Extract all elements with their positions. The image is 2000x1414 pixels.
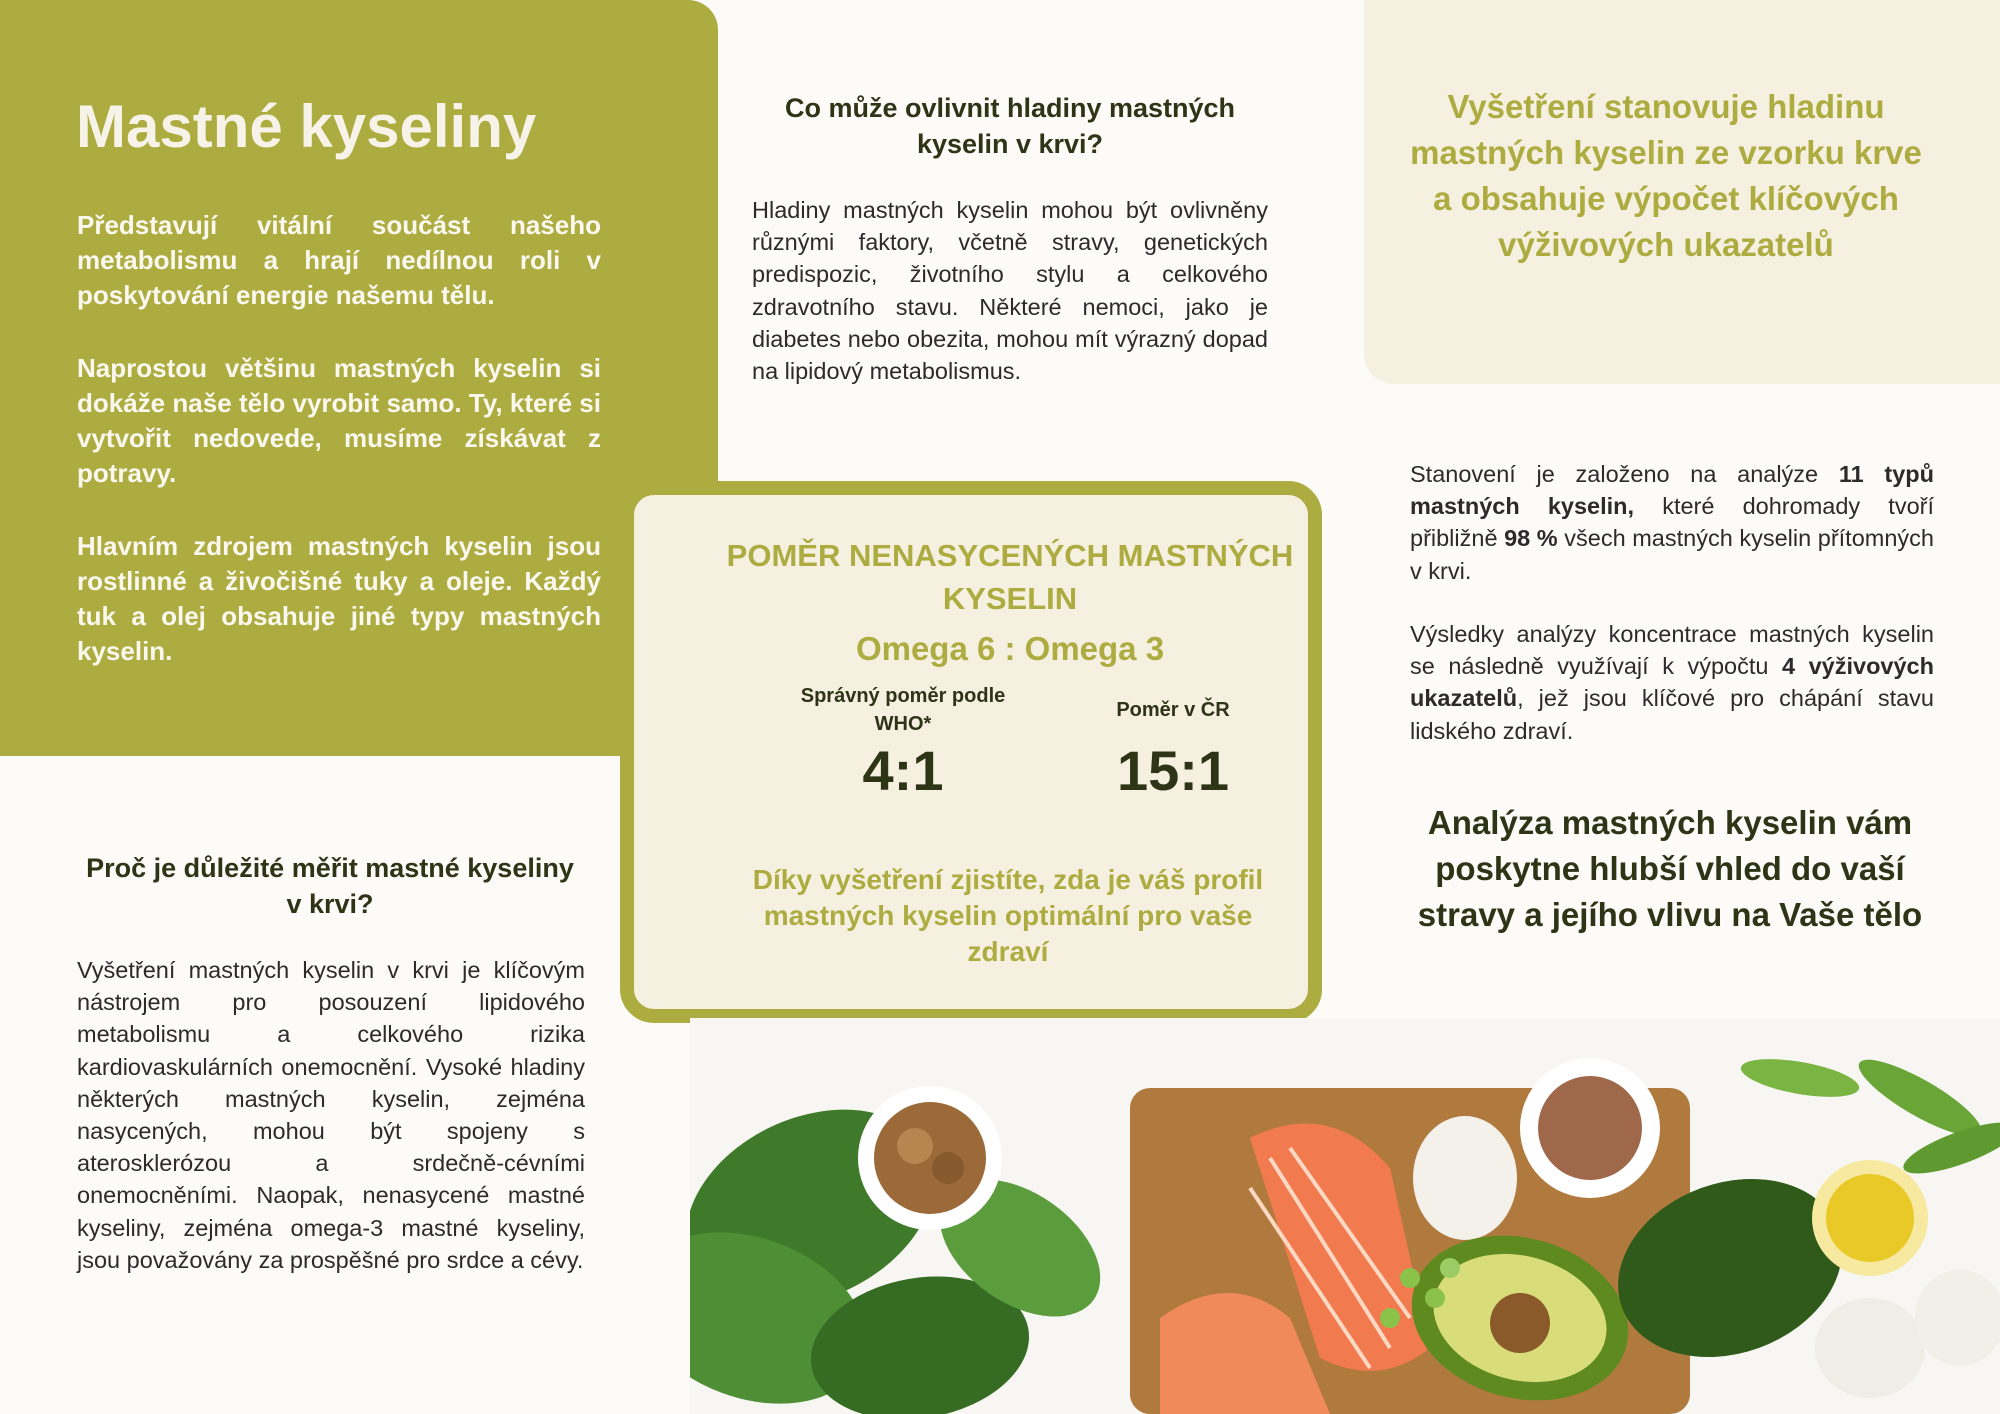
ratio-title: POMĚR NENASYCENÝCH MASTNÝCH KYSELIN xyxy=(726,538,1294,616)
text-run: Výsledky analýzy koncentrace mastných kyselin se následně využívají k výpočtu xyxy=(1410,621,1934,680)
cr-ratio-value: 15:1 xyxy=(1116,739,1230,802)
highlight-fatty-acid-types: 11 typů mastných kyselin, xyxy=(1410,461,1934,520)
ratio-cta: Díky vyšetření zjistíte, zda je váš profil mastných kyselin optimální pro vaše zdraví xyxy=(752,864,1264,967)
analysis-callout: Analýza mastných kyselin vám poskytne hlubší vhled do vaší stravy a jejího vlivu na Vaše tělo xyxy=(1417,804,1923,933)
text-run: všech mastných kyselin přítomných v krvi. xyxy=(1410,525,1934,584)
ratio-subtitle: Omega 6 : Omega 3 xyxy=(855,630,1165,667)
text-run: Stanovení je založeno na analýze xyxy=(1410,461,1839,487)
importance-heading: Proč je důležité měřit mastné kyseliny v krvi? xyxy=(86,853,574,919)
page-title: Mastné kyseliny xyxy=(76,93,537,160)
highlight-percentage: 98 % xyxy=(1504,525,1558,552)
summary-text: Vyšetření stanovuje hladinu mastných kyselin ze vzorku krve a obsahuje výpočet klíčových výživových ukazatelů xyxy=(1410,88,1922,263)
influence-heading: Co může ovlivnit hladiny mastných kyselin v krvi? xyxy=(784,93,1236,159)
importance-body: Vyšetření mastných kyselin v krvi je klíčovým nástrojem pro posouzení lipidového metabolismu a celkového rizika kardiovaskulárních onemocnění. Vysoké hladiny některých mastných kyselin, zejména nasycených, mohou být spojeny s aterosklerózou a srdečně-cévními onemocněními. Naopak, nenasycené mastné kyseliny, zejména omega-3 mastné kyseliny, jsou považovány za prospěšné pro srdce a cévy. xyxy=(77,957,585,1273)
intro-paragraph-1: Představují vitální součást našeho metabolismu a hrají nedílnou roli v poskytování energie našemu tělu. xyxy=(77,210,601,310)
determination-paragraph-1 xyxy=(1410,458,1934,587)
who-ratio-value: 4:1 xyxy=(862,739,944,802)
intro-paragraph-3: Hlavním zdrojem mastných kyselin jsou rostlinné a živočišné tuky a oleje. Každý tuk a olej obsahuje jiné typy mastných kyselin. xyxy=(77,531,601,666)
healthy-food-photo xyxy=(690,1018,2000,1414)
influence-body: Hladiny mastných kyselin mohou být ovlivněny různými faktory, včetně stravy, genetických predispozic, životního stylu a celkového zdravotního stavu. Některé nemoci, jako je diabetes nebo obezita, mohou mít výrazný dopad na lipidový metabolismus. xyxy=(752,197,1268,385)
text-run: , jež jsou klíčové pro chápání stavu lidského zdraví. xyxy=(1410,685,1934,744)
text-run: které dohromady tvoří přibližně xyxy=(1410,493,1934,552)
who-ratio-label: Správný poměr podle WHO* xyxy=(800,685,1006,735)
highlight-indicators: 4 výživových ukazatelů xyxy=(1410,653,1934,712)
intro-paragraph-2: Naprostou většinu mastných kyselin si dokáže naše tělo vyrobit samo. Ty, které si vytvořit nedovede, musíme získávat z potravy. xyxy=(77,353,601,488)
cr-ratio-label: Poměr v ČR xyxy=(1116,699,1230,721)
determination-paragraph-2 xyxy=(1410,618,1934,747)
